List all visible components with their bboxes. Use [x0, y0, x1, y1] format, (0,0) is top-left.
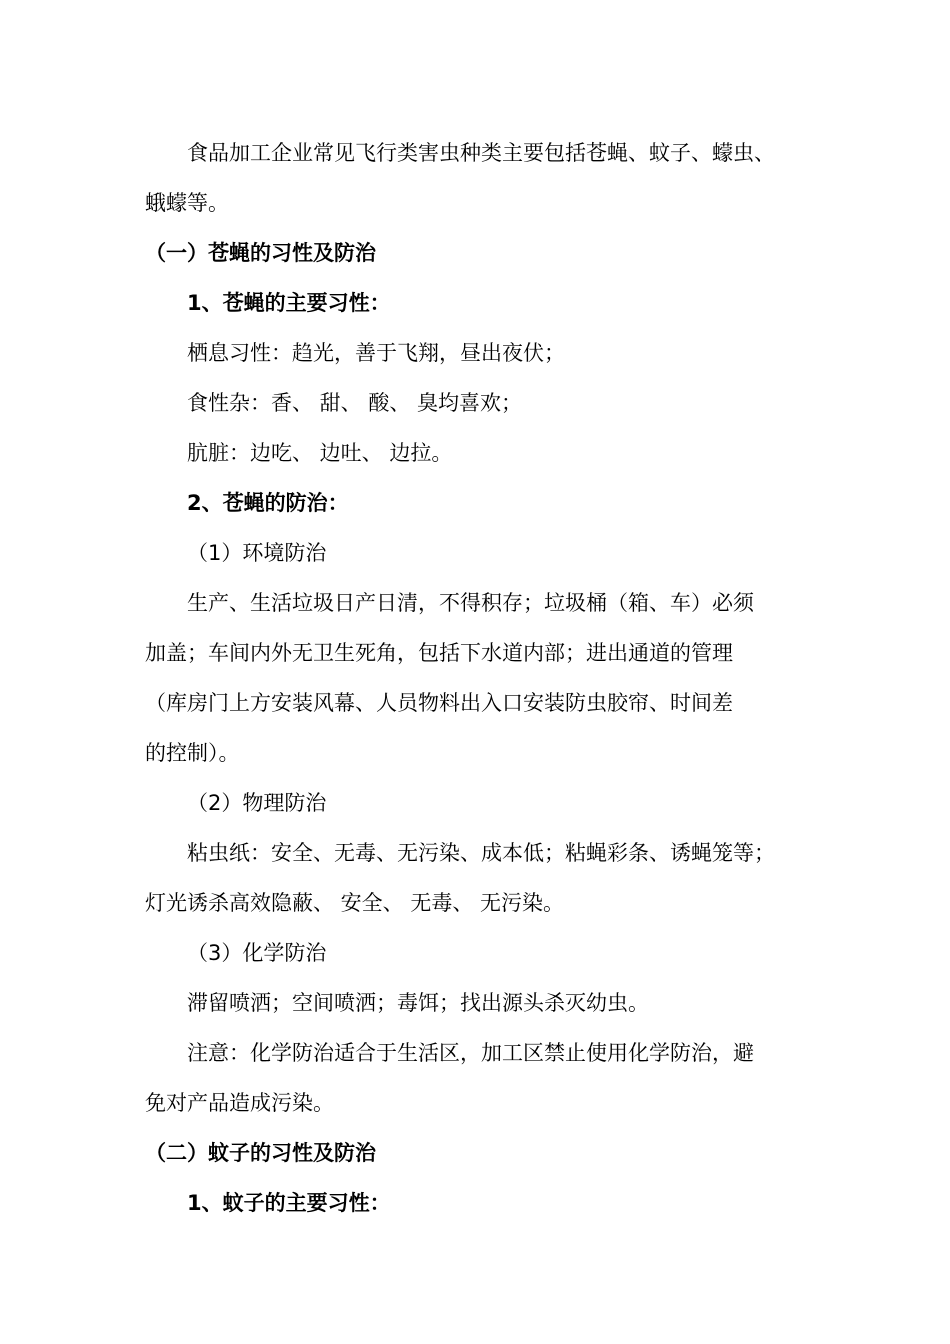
text: （1）环境防治 [187, 541, 327, 565]
text: 生产、生活垃圾日产日清，不得积存；垃圾桶（箱、车）必须 [187, 591, 754, 615]
text: 粘虫纸：安全、无毒、无污染、成本低；粘蝇彩条、诱蝇笼等； [187, 841, 775, 865]
text: 1、蚊子的主要习性： [187, 1191, 391, 1215]
environment-line-3 [145, 688, 950, 738]
note-line-1 [187, 1038, 950, 1088]
control-category-chemical [187, 938, 950, 988]
habit-line-3 [187, 438, 950, 488]
subheading-mosquito-habits [187, 1188, 950, 1238]
paragraph-intro-line-1 [187, 138, 950, 188]
text: 食性杂：香、 甜、 酸、 臭均喜欢； [187, 391, 523, 415]
text: （2）物理防治 [187, 791, 327, 815]
subheading-fly-habits [187, 288, 950, 338]
note-line-2 [145, 1088, 950, 1138]
text: （库房门上方安装风幕、人员物料出入口安装防虫胶帘、时间差 [145, 691, 733, 715]
text: （二）蚊子的习性及防治 [145, 1141, 376, 1165]
habit-line-2 [187, 388, 950, 438]
physical-line-1 [187, 838, 950, 888]
text: 免对产品造成污染。 [145, 1091, 334, 1115]
text: （3）化学防治 [187, 941, 327, 965]
physical-line-2 [145, 888, 950, 938]
environment-line-2 [145, 638, 950, 688]
text: 食品加工企业常见飞行类害虫种类主要包括苍蝇、蚊子、蠓虫、 [187, 141, 775, 165]
text: 灯光诱杀高效隐蔽、 安全、 无毒、 无污染。 [145, 891, 565, 915]
text: 蛾蠓等。 [145, 191, 229, 215]
text: （一）苍蝇的习性及防治 [145, 241, 376, 265]
text: 注意：化学防治适合于生活区，加工区禁止使用化学防治，避 [187, 1041, 754, 1065]
section-heading-mosquitoes [145, 1138, 950, 1188]
environment-line-1 [187, 588, 950, 638]
subheading-fly-control [187, 488, 950, 538]
text: 滞留喷洒；空间喷洒；毒饵；找出源头杀灭幼虫。 [187, 991, 649, 1015]
control-category-environment [187, 538, 950, 588]
text: 加盖；车间内外无卫生死角，包括下水道内部；进出通道的管理 [145, 641, 733, 665]
environment-line-4 [145, 738, 950, 788]
chemical-line-1 [187, 988, 950, 1038]
habit-line-1 [187, 338, 950, 388]
text: 肮脏：边吃、 边吐、 边拉。 [187, 441, 453, 465]
control-category-physical [187, 788, 950, 838]
text: 的控制）。 [145, 741, 240, 765]
text: 栖息习性：趋光，善于飞翔，昼出夜伏； [187, 341, 565, 365]
text: 2、苍蝇的防治： [187, 491, 349, 515]
section-heading-flies [145, 238, 950, 288]
paragraph-intro-line-2 [145, 188, 950, 238]
text: 1、苍蝇的主要习性： [187, 291, 391, 315]
